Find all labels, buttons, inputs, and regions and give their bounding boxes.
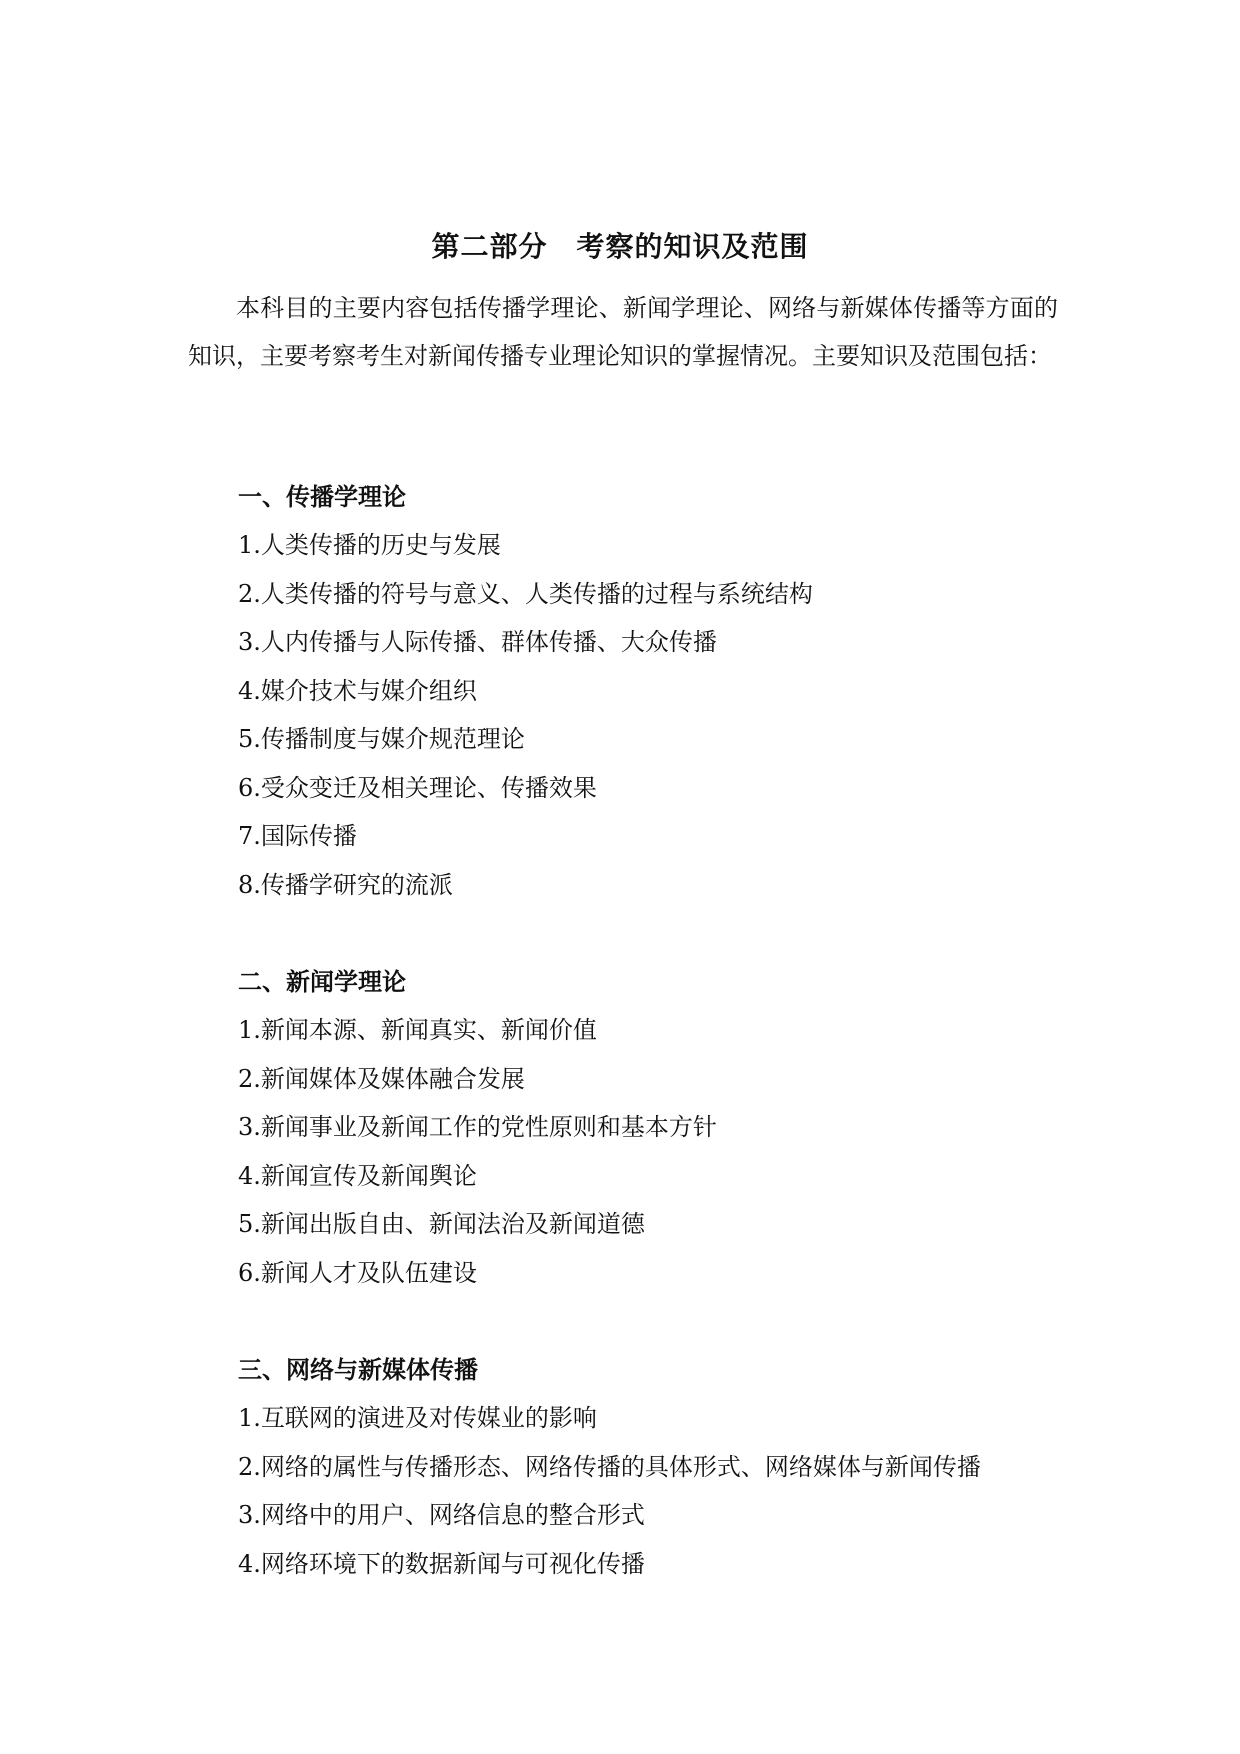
list-item: 3.人内传播与人际传播、群体传播、大众传播 <box>238 628 717 656</box>
list-item: 7.国际传播 <box>238 822 357 850</box>
list-item: 4.网络环境下的数据新闻与可视化传播 <box>238 1549 645 1578</box>
list-item: 8.传播学研究的流派 <box>238 870 453 899</box>
list-item: 2.新闻媒体及媒体融合发展 <box>238 1064 525 1093</box>
list-item: 5.传播制度与媒介规范理论 <box>238 725 525 753</box>
list-item: 5.新闻出版自由、新闻法治及新闻道德 <box>238 1210 645 1238</box>
section-communication-theory <box>238 473 1138 909</box>
list-item: 6.新闻人才及队伍建设 <box>238 1258 477 1287</box>
list-item: 1.互联网的演进及对传媒业的影响 <box>238 1404 597 1432</box>
list-item: 2.网络的属性与传播形态、网络传播的具体形式、网络媒体与新闻传播 <box>238 1452 981 1481</box>
section-heading: 二、新闻学理论 <box>238 967 406 996</box>
section-heading: 三、网络与新媒体传播 <box>238 1355 478 1384</box>
list-item: 3.新闻事业及新闻工作的党性原则和基本方针 <box>238 1113 717 1141</box>
list-item: 1.新闻本源、新闻真实、新闻价值 <box>238 1016 597 1044</box>
section-network-new-media <box>238 1346 1138 1588</box>
list-item: 4.媒介技术与媒介组织 <box>238 676 477 705</box>
intro-paragraph: 本科目的主要内容包括传播学理论、新闻学理论、网络与新媒体传播等方面的知识，主要考察考生对新闻传播专业理论知识的掌握情况。主要知识及范围包括： <box>188 294 1058 370</box>
page-title: 第二部分 考察的知识及范围 <box>431 230 809 263</box>
list-item: 4.新闻宣传及新闻舆论 <box>238 1161 477 1190</box>
list-item: 2.人类传播的符号与意义、人类传播的过程与系统结构 <box>238 579 813 608</box>
section-journalism-theory <box>238 958 1138 1297</box>
section-heading: 一、传播学理论 <box>238 482 406 511</box>
list-item: 6.受众变迁及相关理论、传播效果 <box>238 773 597 802</box>
list-item: 3.网络中的用户、网络信息的整合形式 <box>238 1501 645 1529</box>
list-item: 1.人类传播的历史与发展 <box>238 531 501 559</box>
